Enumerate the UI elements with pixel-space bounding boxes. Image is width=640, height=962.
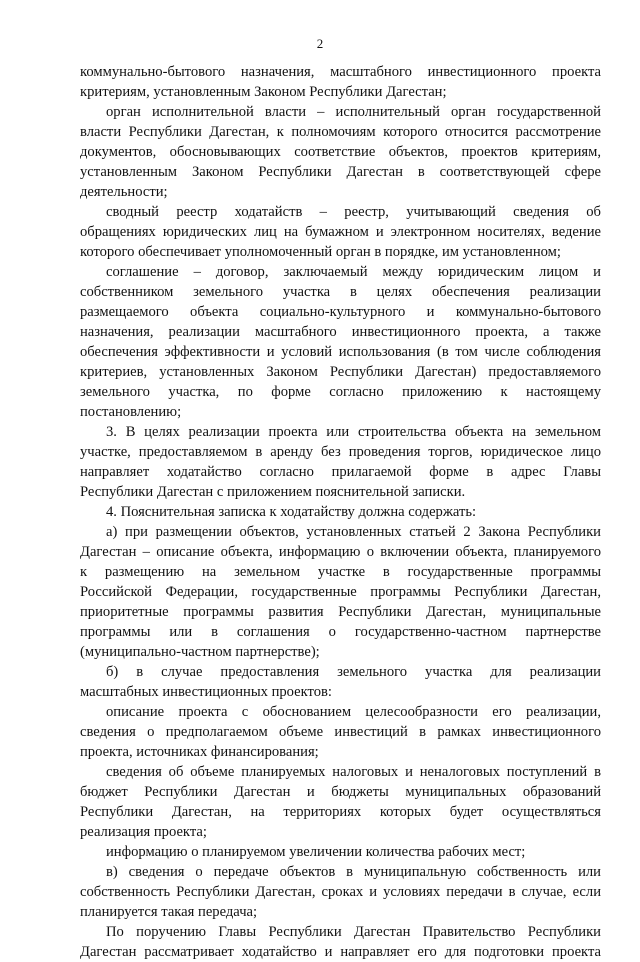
text-line: участке, предоставляемом в аренду без проведения торгов, юридическое лицо <box>80 444 601 460</box>
page-number: 2 <box>316 36 324 51</box>
text-line: к размещению на земельном участке в государственные программы <box>80 564 601 580</box>
text-line: в) сведения о передаче объектов в муниципальную собственность или <box>106 864 601 880</box>
text-line: коммунально-бытового назначения, масштабного инвестиционного проекта <box>80 64 601 80</box>
text-line: а) при размещении объектов, установленных статьей 2 Закона Республики <box>106 524 601 540</box>
text-line: обеспечения эффективности и условий использования (в том числе соблюдения <box>80 344 601 360</box>
text-line: описание проекта с обоснованием целесообразности его реализации, <box>106 704 601 720</box>
text-line: критериев, установленных Законом Республики Дагестан) предоставляемого <box>80 364 601 380</box>
text-line: обращениях юридических лиц на бумажном и электронном носителях, ведение <box>80 224 601 240</box>
text-line: 4. Пояснительная записка к ходатайству должна содержать: <box>106 504 477 520</box>
text-line: реализация проекта; <box>80 824 207 840</box>
text-line: Республики Дагестан, на территориях которых будет осуществляться <box>80 804 601 820</box>
body-text <box>80 62 601 962</box>
text-line: которого обеспечивает уполномоченный орган в порядке, им установленном; <box>80 244 561 260</box>
text-line: собственность Республики Дагестан, сроках и условиях передачи в случае, если <box>80 884 601 900</box>
text-line: масштабных инвестиционных проектов: <box>80 684 332 700</box>
text-line: установленным Законом Республики Дагестан в соответствующей сфере <box>80 164 601 180</box>
text-line: направляет ходатайство согласно прилагаемой форме в адрес Главы <box>80 464 601 480</box>
text-line: орган исполнительной власти – исполнительный орган государственной <box>106 104 601 120</box>
text-line: Дагестан – описание объекта, информацию о включении объекта, планируемого <box>80 544 601 560</box>
text-line: размещаемого объекта социально-культурного и коммунально-бытового <box>80 304 601 320</box>
text-line: информацию о планируемом увеличении количества рабочих мест; <box>106 844 526 860</box>
text-line: Дагестан рассматривает ходатайство и направляет его для подготовки проекта <box>80 944 601 960</box>
text-line: По поручению Главы Республики Дагестан Правительство Республики <box>106 924 601 940</box>
text-line: 3. В целях реализации проекта или строительства объекта на земельном <box>106 424 601 440</box>
text-line: проекта, источниках финансирования; <box>80 744 319 760</box>
text-line: документов, обосновывающих соответствие объектов, проектов критериям, <box>80 144 601 160</box>
text-line: планируется такая передача; <box>80 904 258 920</box>
text-line: Республики Дагестан с приложением пояснительной записки. <box>80 484 466 500</box>
text-line: программы или в соглашения о государственно-частном партнерстве <box>80 624 601 640</box>
text-line: власти Республики Дагестан, к полномочиям которого относится рассмотрение <box>80 124 601 140</box>
text-line: Российской Федерации, государственные программы Республики Дагестан, <box>80 584 601 600</box>
text-line: сводный реестр ходатайств – реестр, учитывающий сведения об <box>106 204 601 220</box>
text-line: соглашение – договор, заключаемый между юридическим лицом и <box>106 264 601 280</box>
text-line: сведения о предполагаемом объеме инвестиций в рамках инвестиционного <box>80 724 601 740</box>
text-line: (муниципально-частном партнерстве); <box>80 644 320 660</box>
text-line: деятельности; <box>80 184 168 200</box>
text-line: приоритетные программы развития Республики Дагестан, муниципальные <box>80 604 601 620</box>
text-line: собственником земельного участка в целях обеспечения реализации <box>80 284 601 300</box>
text-line: бюджет Республики Дагестан и бюджеты муниципальных образований <box>80 784 601 800</box>
text-line: назначения, реализации масштабного инвестиционного проекта, а также <box>80 324 601 340</box>
text-line: земельного участка, по форме согласно приложению к настоящему <box>80 384 601 400</box>
text-line: б) в случае предоставления земельного участка для реализации <box>106 664 601 680</box>
text-line: сведения об объеме планируемых налоговых и неналоговых поступлений в <box>106 764 601 780</box>
text-line: критериям, установленным Законом Республики Дагестан; <box>80 84 447 100</box>
text-line: постановлению; <box>80 404 182 420</box>
